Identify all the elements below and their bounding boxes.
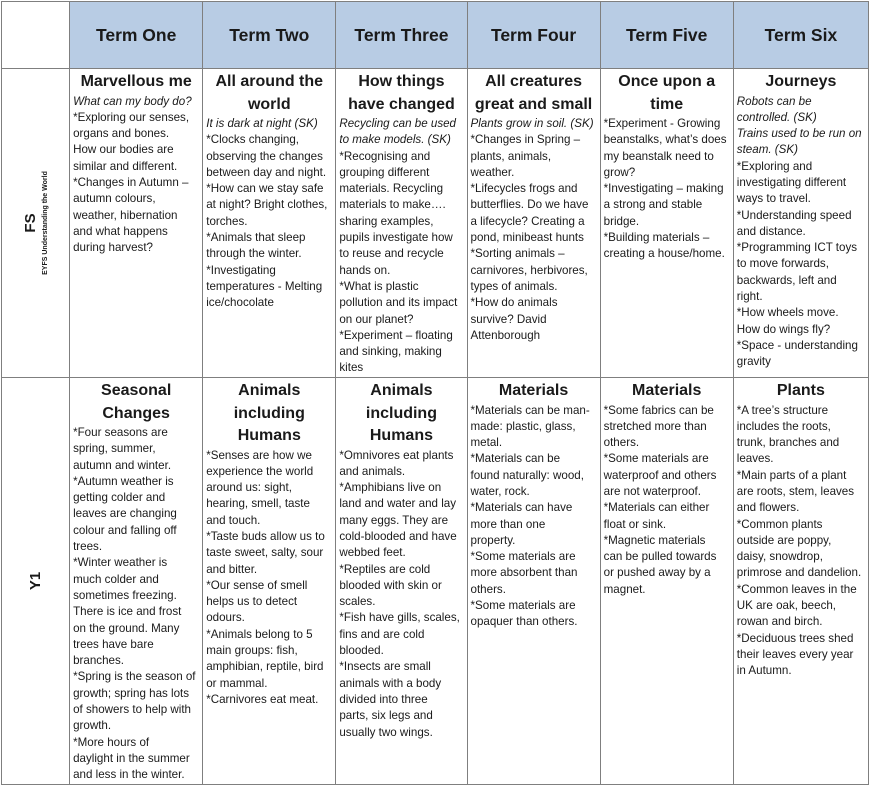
topic-point: fins and are cold — [339, 627, 425, 641]
topic-point: *Taste buds allow us to — [206, 529, 325, 543]
topic-point: *Materials can be man- — [470, 403, 590, 417]
topic-point: *Reptiles are cold — [339, 562, 431, 576]
topic-point: trees. — [73, 540, 103, 554]
topic-point: *Recognising and — [339, 149, 431, 163]
topic-point: torches. — [206, 214, 248, 228]
topic-point: others. — [470, 582, 506, 596]
term-header: Term Two — [203, 2, 336, 69]
topic-point: *Winter weather is — [73, 556, 168, 570]
topic-point: and touch. — [206, 513, 261, 527]
term-header: Term Five — [600, 2, 733, 69]
topic-point: pupils investigate how — [339, 231, 453, 245]
topic-point: investigating different — [736, 175, 847, 189]
topic-point: are not waterproof. — [603, 484, 701, 498]
topic-point: creating a house/home. — [603, 247, 725, 261]
topic-point: usually two wings. — [339, 725, 433, 739]
topic-point: *A tree’s structure — [736, 403, 829, 417]
curriculum-table — [1, 1, 869, 785]
topic-point: many eggs. They are — [339, 513, 449, 527]
topic-point: *Building materials – — [603, 231, 710, 245]
topic-point: at night? Bright clothes, — [206, 198, 328, 212]
topic-point: and less in the winter. — [73, 768, 185, 782]
topic-point: materials to make…. — [339, 198, 446, 212]
topic-point: blooded. — [339, 644, 384, 658]
topic-point: leaves are changing — [73, 507, 177, 521]
topic-point: metal. — [470, 436, 503, 450]
topic-point: growth; spring has lots — [73, 686, 190, 700]
topic-point: *Exploring our senses, — [73, 110, 190, 124]
topic-point: backwards, left and — [736, 273, 837, 287]
topic-title: Materials — [498, 382, 569, 399]
topic-point: *How can we stay safe — [206, 182, 324, 196]
topic-point: *Some materials are — [470, 550, 576, 564]
topic-point: can be pulled towards — [603, 550, 717, 564]
topic-point: and flowers. — [736, 501, 800, 515]
topic-point: or mammal. — [206, 676, 268, 690]
topic-title: Seasonal Changes — [101, 382, 172, 422]
topic-point: around us: sight, — [206, 481, 292, 495]
topic-title: All creatures great and small — [474, 73, 593, 113]
topic-point: sharing examples, — [339, 214, 434, 228]
topic-point: *Experiment - Growing — [603, 117, 721, 130]
topic-point: or pushed away by a — [603, 566, 711, 580]
topic-point: more absorbent than — [470, 566, 578, 580]
topic-point: hearing, smell, taste — [206, 497, 310, 511]
term-header: Term One — [70, 2, 203, 69]
topic-point: branches. — [73, 654, 124, 668]
topic-title: Once upon a time — [618, 73, 716, 113]
topic-point: during harvest? — [73, 241, 153, 255]
topic-cell — [336, 378, 467, 785]
topic-point: land and water and lay — [339, 497, 457, 511]
year-label: FS — [21, 213, 39, 233]
topic-point: magnet. — [603, 582, 646, 596]
topic-title: Materials — [632, 382, 702, 399]
topic-point: float or sink. — [603, 517, 667, 531]
topic-point: are roots, stem, leaves — [736, 484, 855, 498]
year-label: Y1 — [26, 571, 44, 590]
topic-point: *Amphibians live on — [339, 481, 442, 495]
topic-title: Animals including Humans — [365, 382, 437, 444]
key-statement: to make models. (SK) — [339, 133, 451, 147]
topic-point: *Senses are how we — [206, 448, 312, 462]
topic-point: *Experiment – floating — [339, 328, 453, 342]
topic-point: There is ice and frost — [73, 605, 182, 619]
topic-point: organs and bones. — [73, 127, 170, 141]
topic-point: found naturally: wood, — [470, 468, 584, 482]
topic-point: *Understanding speed — [736, 208, 852, 222]
topic-cell — [203, 378, 336, 785]
topic-point: *Animals belong to 5 — [206, 627, 313, 641]
topic-point: trunk, branches and — [736, 436, 840, 450]
topic-point: to reuse and recycle — [339, 247, 444, 261]
key-statement: Robots can be — [736, 94, 812, 108]
topic-point: amphibian, reptile, bird — [206, 660, 324, 674]
topic-point: *How do animals — [470, 296, 558, 310]
topic-cell — [203, 69, 336, 378]
topic-point: *Some fabrics can be — [603, 403, 714, 417]
topic-point: *Autumn weather is — [73, 474, 174, 488]
topic-point: a strong and stable — [603, 198, 703, 212]
topic-point: *Animals that sleep — [206, 231, 306, 245]
topic-point: *Common leaves in the — [736, 582, 857, 596]
topic-point: much colder and — [73, 572, 159, 586]
corner-cell — [2, 2, 70, 69]
topic-cell — [600, 69, 733, 378]
topic-point: includes the roots, — [736, 419, 831, 433]
topic-point: *Magnetic materials — [603, 533, 706, 547]
topic-point: autumn and winter. — [73, 458, 172, 472]
topic-point: *Deciduous trees shed — [736, 631, 854, 645]
topic-point: How do wings fly? — [736, 322, 831, 336]
topic-point: their leaves every year — [736, 647, 854, 661]
topic-point: on our planet? — [339, 312, 414, 326]
term-header: Term Three — [336, 2, 467, 69]
topic-point: pollution and its impact — [339, 296, 458, 310]
topic-point: ways to travel. — [736, 192, 811, 206]
topic-point: grow? — [603, 165, 636, 179]
term-header: Term Four — [467, 2, 600, 69]
key-statement: What can my body do? — [73, 94, 192, 108]
topic-point: *Fish have gills, scales, — [339, 611, 460, 625]
topic-point: parts, six legs and — [339, 709, 433, 723]
topic-point: carnivores, herbivores, — [470, 263, 588, 277]
topic-point: rowan and birch. — [736, 615, 823, 629]
topic-point: *Insects are small — [339, 660, 431, 674]
topic-point: *Some materials are — [603, 452, 709, 466]
topic-point: my beanstalk need to — [603, 149, 714, 163]
topic-point: made: plastic, glass, — [470, 419, 576, 433]
topic-point: *Materials can have — [470, 501, 573, 515]
topic-point: getting colder and — [73, 491, 166, 505]
row-fs — [2, 69, 869, 378]
topic-point: grouping different — [339, 165, 430, 179]
topic-point: animals with a body — [339, 676, 442, 690]
topic-point: kites — [339, 361, 364, 375]
year-subtitle: EYFS Understanding the World — [41, 171, 49, 275]
topic-point: experience the world — [206, 464, 314, 478]
topic-point: waterproof and others — [603, 468, 717, 482]
topic-point: *More hours of — [73, 735, 150, 749]
topic-cell — [467, 378, 600, 785]
topic-point: and what happens — [73, 224, 168, 238]
key-statement: Plants grow in soil. (SK) — [470, 117, 594, 130]
topic-point: blooded with skin or — [339, 578, 442, 592]
topic-point: types of animals. — [470, 279, 558, 293]
topic-cell — [733, 69, 868, 378]
topic-point: *Programming ICT toys — [736, 241, 858, 255]
topic-point: main groups: fish, — [206, 644, 298, 658]
key-statement: Trains used to be run on — [736, 127, 862, 141]
topic-point: ice/chocolate — [206, 296, 274, 310]
topic-title: All around the world — [215, 73, 324, 113]
topic-point: water, rock. — [470, 484, 530, 498]
topic-point: hands on. — [339, 263, 391, 277]
key-statement: controlled. (SK) — [736, 110, 817, 124]
topic-point: *Sorting animals – — [470, 247, 565, 261]
topic-point: a lifecycle? Creating a — [470, 214, 585, 228]
topic-point: between day and night. — [206, 165, 327, 179]
topic-point: *Omnivores eat plants — [339, 448, 454, 462]
topic-point: *Exploring and — [736, 159, 813, 173]
topic-point: divided into three — [339, 692, 428, 706]
key-statement: steam. (SK) — [736, 143, 798, 157]
topic-point: butterflies. Do we have — [470, 198, 589, 212]
topic-point: opaquer than others. — [470, 615, 578, 629]
topic-point: growth. — [73, 719, 112, 733]
topic-point: observing the changes — [206, 149, 323, 163]
topic-point: *Changes in Autumn – — [73, 175, 189, 189]
topic-point: outside are poppy, — [736, 533, 832, 547]
topic-point: *What is plastic — [339, 279, 419, 293]
topic-point: survive? David — [470, 312, 547, 326]
term-header: Term Six — [733, 2, 868, 69]
header-row — [2, 2, 869, 69]
topic-point: trees have bare — [73, 637, 154, 651]
topic-point: *Common plants — [736, 517, 823, 531]
topic-point: temperatures - Melting — [206, 279, 323, 293]
topic-point: *Investigating – making — [603, 182, 724, 196]
topic-point: more than one — [470, 517, 546, 531]
topic-point: and animals. — [339, 464, 406, 478]
topic-point: bridge. — [603, 214, 640, 228]
key-statement: It is dark at night (SK) — [206, 117, 318, 130]
topic-point: in Autumn. — [736, 664, 792, 678]
topic-point: *Four seasons are — [73, 426, 168, 439]
topic-title: How things have changed — [348, 73, 455, 113]
topic-point: *Clocks changing, — [206, 133, 300, 147]
topic-point: weather. — [470, 165, 515, 179]
topic-point: How our bodies are — [73, 143, 174, 157]
topic-point: taste sweet, salty, sour — [206, 546, 324, 560]
topic-point: *Materials can be — [470, 452, 561, 466]
topic-point: and sinking, making — [339, 345, 442, 359]
topic-point: property. — [470, 533, 516, 547]
row-header-fs — [2, 69, 70, 378]
topic-point: *Lifecycles frogs and — [470, 182, 578, 196]
topic-title: Animals including Humans — [233, 382, 305, 444]
topic-cell — [600, 378, 733, 785]
topic-point: *Materials can either — [603, 501, 710, 515]
topic-point: gravity — [736, 355, 771, 369]
topic-point: primrose and dandelion. — [736, 566, 862, 580]
topic-point: *Some materials are — [470, 599, 576, 613]
row-y1 — [2, 378, 869, 785]
topic-point: on the ground. Many — [73, 621, 180, 635]
topic-point: leaves. — [736, 452, 774, 466]
topic-point: UK are oak, beech, — [736, 599, 837, 613]
key-statement: Recycling can be used — [339, 117, 457, 130]
topic-point: colour and falling off — [73, 523, 177, 537]
topic-point: *Main parts of a plant — [736, 468, 847, 482]
topic-point: and distance. — [736, 224, 806, 238]
topic-title: Marvellous me — [80, 73, 192, 90]
topic-point: Attenborough — [470, 328, 541, 342]
topic-point: *Changes in Spring – — [470, 133, 581, 147]
topic-point: odours. — [206, 611, 245, 625]
topic-point: stretched more than — [603, 419, 707, 433]
topic-point: to move forwards, — [736, 257, 829, 271]
topic-title: Journeys — [765, 73, 837, 90]
topic-point: plants, animals, — [470, 149, 552, 163]
topic-point: beanstalks, what’s does — [603, 133, 727, 147]
topic-point: *How wheels move. — [736, 306, 839, 320]
topic-point: *Space - understanding — [736, 338, 858, 352]
topic-point: cold-blooded and have — [339, 529, 457, 543]
topic-point: others. — [603, 436, 640, 450]
topic-point: scales. — [339, 595, 376, 609]
topic-cell — [70, 378, 203, 785]
topic-point: webbed feet. — [339, 546, 406, 560]
topic-cell — [336, 69, 467, 378]
topic-point: *Investigating — [206, 263, 276, 277]
topic-point: autumn colours, — [73, 192, 156, 206]
topic-point: similar and different. — [73, 159, 178, 173]
topic-cell — [467, 69, 600, 378]
topic-point: *Carnivores eat meat. — [206, 692, 319, 706]
topic-point: *Spring is the season of — [73, 670, 196, 684]
topic-point: right. — [736, 290, 763, 304]
topic-point: daylight in the summer — [73, 751, 190, 765]
topic-point: *Our sense of smell — [206, 578, 308, 592]
topic-point: spring, summer, — [73, 442, 156, 456]
topic-point: pond, minibeast hunts — [470, 231, 584, 245]
topic-point: of showers to help with — [73, 703, 192, 717]
topic-cell — [70, 69, 203, 378]
topic-point: sometimes freezing. — [73, 588, 177, 602]
topic-cell — [733, 378, 868, 785]
topic-title: Plants — [776, 382, 825, 399]
topic-point: and bitter. — [206, 562, 258, 576]
topic-point: through the winter. — [206, 247, 302, 261]
topic-point: helps us to detect — [206, 595, 298, 609]
row-header-y1 — [2, 378, 70, 785]
topic-point: materials. Recycling — [339, 182, 444, 196]
topic-point: daisy, snowdrop, — [736, 550, 823, 564]
topic-point: weather, hibernation — [73, 208, 178, 222]
